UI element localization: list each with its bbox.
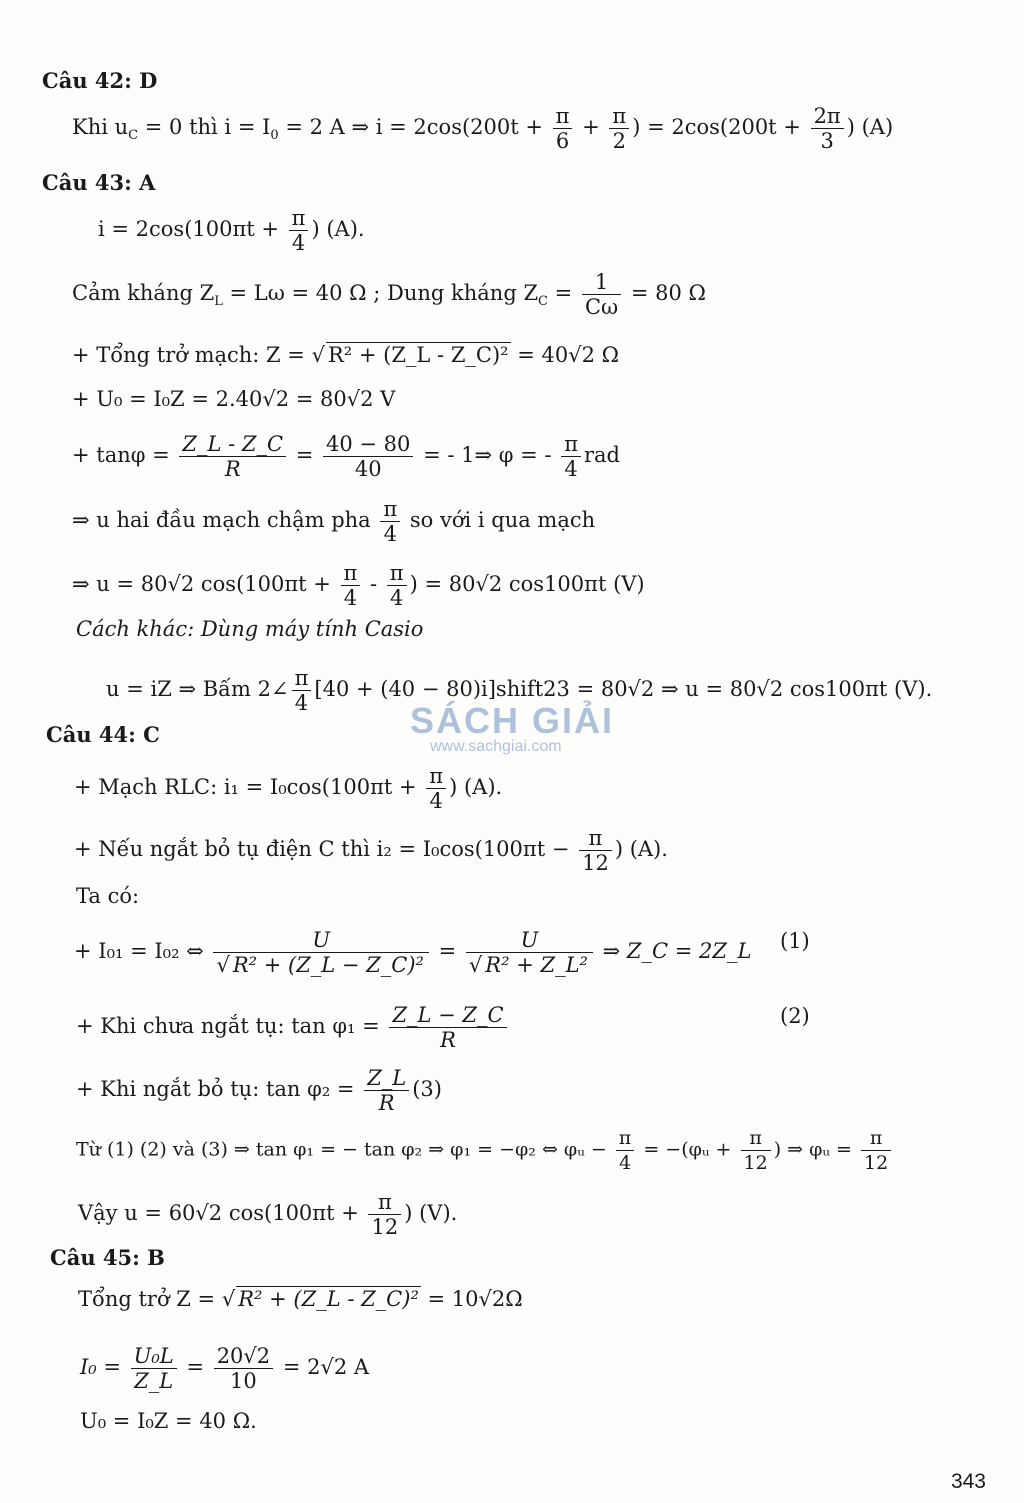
page-number: 343 <box>950 1470 986 1493</box>
q43-heading: Câu 43: A <box>42 170 156 195</box>
q45-u0: U₀ = I₀Z = 40 Ω. <box>80 1409 257 1433</box>
q43-impedance: + Tổng trở mạch: Z = √ R² + (Z_L - Z_C)² = 40√2 Ω <box>72 343 620 367</box>
q45-i0: I₀ = $\frac{\text{U₀L}}{Z\_L}$ = $\frac{20√2}{10}$ = 2√2 A <box>80 1344 370 1393</box>
q43-reactance: Cảm kháng $Z_L = L\omega = 40$ Ω ; Dung kháng $Z_C$ = $\frac{1}{C\omega}$ = 80 Ω <box>72 270 706 319</box>
q44-eq1-number: (1) <box>780 929 810 953</box>
q44-ta-co: Ta có: <box>76 884 140 908</box>
q44-eq2: + Khi chưa ngắt tụ: tan φ₁ = $\frac{Z\_L - Z\_C}{R}$ <box>76 1003 510 1052</box>
q44-heading: Câu 44: C <box>46 722 160 747</box>
q42-heading: Câu 42: D <box>42 68 158 93</box>
q43-current-eq: i = 2cos(100πt + $\frac{\pi}{4}$ ) (A). <box>98 206 365 255</box>
q45-impedance: Tổng trở Z = √ R² + (Z_L - Z_C)² = 10√2Ω <box>78 1287 523 1311</box>
q44-eq1: + I₀₁ = I₀₂ ⇔ $\frac{U}{\text{√ R² + (Z\_L − Z\_C)²}}$ = $\frac{U}{\text{√ R² + Z\_L²}}$ ⇒ Z_C = 2Z_L <box>74 928 752 977</box>
q44-eq3: + Khi ngắt bỏ tụ: tan φ₂ = $\frac{Z\_L}{R}$ (3) <box>76 1066 442 1115</box>
q42-line1: Khi $u_C = 0$ thì $i = I_0 = 2$ A ⇒ i = 2cos(200t + $\frac{\pi}{6}$ + $\frac{\pi}{2}$ ) = 2cos(200t + $\frac{2\pi}{3}$ ) (A) <box>72 104 894 153</box>
q44-remove-capacitor: + Nếu ngắt bỏ tụ điện C thì i₂ = I₀cos(100πt − $\frac{\pi}{12}$ ) (A). <box>74 826 668 875</box>
q43-casio: u = iZ ⇒ Bấm 2∠ $\frac{\pi}{4}$ [40 + (40 − 80)i]shift23 = 80√2 ⇒ u = 80√2 cos100πt (V). <box>106 666 933 715</box>
q43-voltage-eq: ⇒ u = 80√2 cos(100πt + $\frac{\pi}{4}$ - $\frac{\pi}{4}$ ) = 80√2 cos100πt (V) <box>72 561 645 610</box>
q43-tan-phi: + tanφ = $\frac{Z\_L - Z\_C}{R}$ = $\frac{40 - 80}{40}$ = - 1⇒ φ = - $\frac{\pi}{4}$ rad <box>72 432 621 481</box>
q43-phase-lag: ⇒ u hai đầu mạch chậm pha $\frac{\pi}{4}$ so với i qua mạch <box>72 497 596 546</box>
q43-u0: + U₀ = I₀Z = 2.40√2 = 80√2 V <box>72 387 396 411</box>
watermark-logo: SÁCH GIẢI www.sachgiai.com <box>410 700 615 755</box>
q44-result: Vậy u = 60√2 cos(100πt + $\frac{\pi}{12}$ ) (V). <box>78 1190 458 1239</box>
q44-rlc: + Mạch RLC: i₁ = I₀cos(100πt + $\frac{\pi}{4}$ ) (A). <box>74 764 503 813</box>
q44-eq2-number: (2) <box>780 1004 810 1028</box>
q43-alt-method: Cách khác: Dùng máy tính Casio <box>76 617 424 641</box>
q44-derivation: Từ (1) (2) và (3) ⇒ tan φ₁ = − tan φ₂ ⇒ φ₁ = −φ₂ ⇔ φᵤ − $\frac{\pi}{4}$ = −(φᵤ + $\frac{\pi}{12}$ ) ⇒ φᵤ = $\frac{\pi}{12}$ <box>76 1126 894 1175</box>
q45-heading: Câu 45: B <box>50 1245 165 1270</box>
